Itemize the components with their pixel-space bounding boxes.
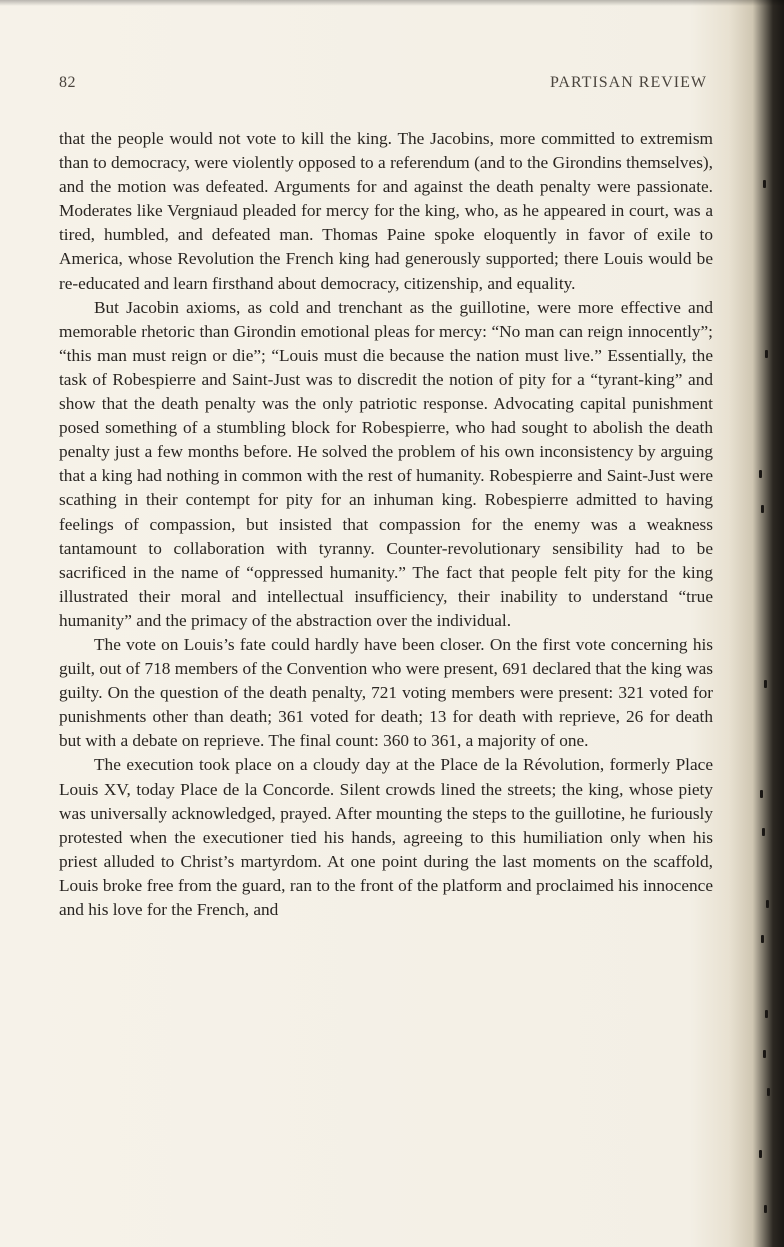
paragraph-4: The execution took place on a cloudy day at the Place de la Révolution, formerly Place Louis XV, today Place de la Concorde. Silent crowds lined the streets; the king, whose piety was universally acknowledged, prayed. After mounting the steps to the guillotine, he furiously protested when the executioner tied his hands, agreeing to this humiliation only when his priest alluded to Christ’s martyrdom. At one point during the last moments on the scaffold, Louis broke free from the guard, ran to the front of the platform and proclaimed his innocence and his love for the French, and bbox=[59, 755, 713, 919]
body-text bbox=[59, 127, 713, 922]
page-top-shadow bbox=[0, 0, 784, 6]
page-edge-marks bbox=[744, 0, 784, 1247]
paragraph-3: The vote on Louis’s fate could hardly have been closer. On the first vote concerning his guilt, out of 718 members of the Convention who were present, 691 declared that the king was guilty. On the question of the death penalty, 721 voting members were present: 321 voted for punishments other than death; 361 voted for death; 13 for death with reprieve, 26 for death but with a debate on reprieve. The final count: 360 to 361, a majority of one. bbox=[59, 634, 713, 751]
page-header bbox=[59, 74, 707, 94]
running-head: PARTISAN REVIEW bbox=[549, 74, 707, 91]
paragraph-2: But Jacobin axioms, as cold and trenchant as the guillotine, were more effective and memorable rhetoric than Girondin emotional pleas for mercy: “No man can reign innocently”; “this man must reign or die”; “Louis must die because the nation must live.” Essentially, the task of Robespierre and Saint-Just was to discredit the notion of pity for a “tyrant-king” and show that the death penalty was the only patriotic response. Advocating capital punishment posed something of a stumbling block for Robespierre, who had sought to abolish the death penalty just a few months before. He solved the problem of his own inconsistency by arguing that a king had nothing in common with the rest of humanity. Robespierre and Saint-Just were scathing in their contempt for pity for an inhuman king. Robespierre admitted to having feelings of compassion, but insisted that compassion for the enemy was a weakness tantamount to collaboration with tyranny. Counter-revolutionary sensibility had to be sacrificed in the name of “oppressed humanity.” The fact that people felt pity for the king illustrated their moral and intellectual insufficiency, their inability to understand “true humanity” and the primacy of the abstraction over the individual. bbox=[59, 297, 713, 630]
page-number: 82 bbox=[59, 74, 76, 91]
paragraph-1: that the people would not vote to kill the king. The Jacobins, more committed to extremism than to democracy, were violently opposed to a referendum (and to the Girondins themselves), and the motion was defeated. Arguments for and against the death penalty were passionate. Moderates like Vergniaud pleaded for mercy for the king, who, as he appeared in court, was a tired, humbled, and defeated man. Thomas Paine spoke eloquently in favor of exile to America, whose Revolution the French king had generously supported; there Louis would be re-educated and learn firsthand about democracy, citizenship, and equality. bbox=[59, 129, 713, 293]
